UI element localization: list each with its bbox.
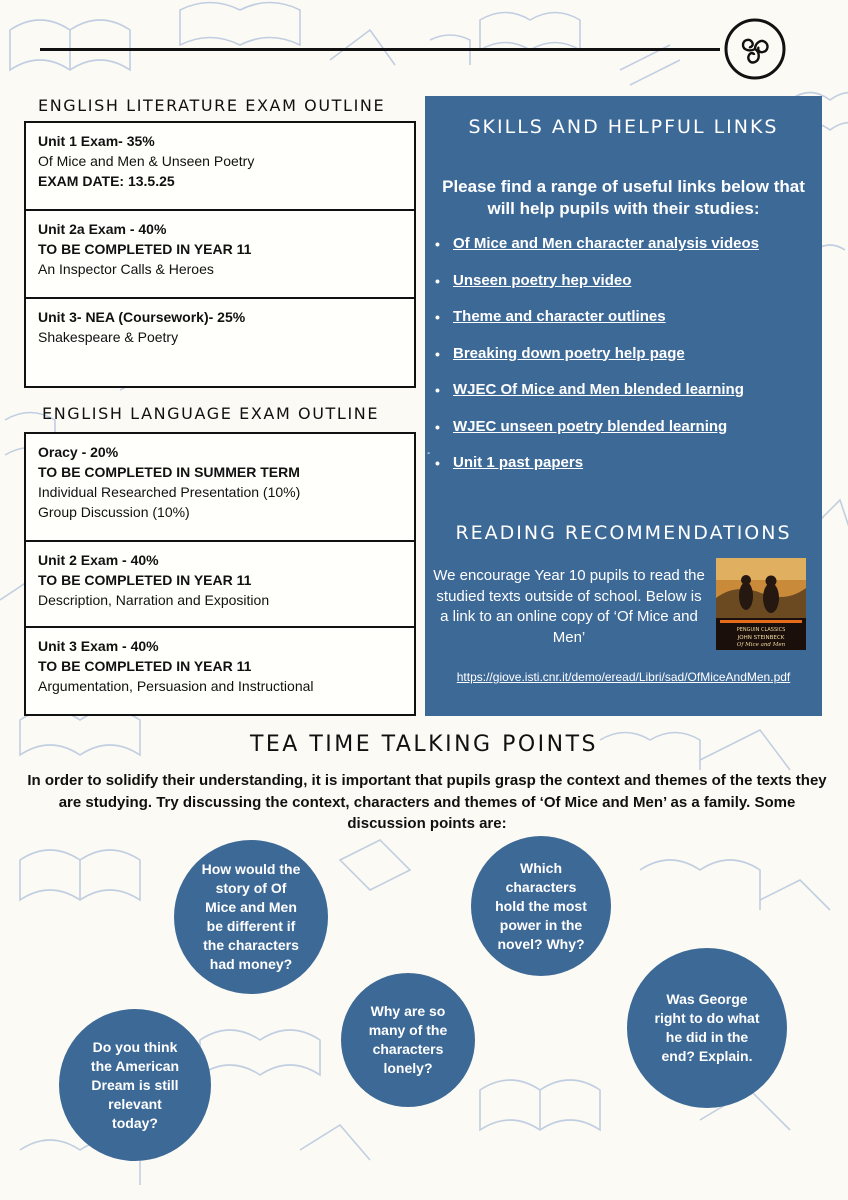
bullet-icon: • [435,309,440,325]
link-wjec-unseen-poetry[interactable]: WJEC unseen poetry blended learning [453,417,728,435]
list-item [435,453,759,490]
link-poetry-help-page[interactable]: Breaking down poetry help page [453,344,685,362]
unit-emphasis: TO BE COMPLETED IN SUMMER TERM [38,464,300,480]
literature-unit-2a [26,209,414,299]
tea-time-intro: In order to solidify their understanding, it is important that pupils grasp the context and themes of the texts they are studying. Try discussing the context, characters and themes of ‘Of Mice and Men’ as a family. Some discussion points are: [27,772,827,832]
unit-detail: Individual Researched Presentation (10%) [38,484,301,500]
unit-detail: An Inspector Calls & Heroes [38,261,214,277]
literature-heading: ENGLISH LITERATURE EXAM OUTLINE [38,96,386,115]
language-outline-box [24,432,416,716]
language-unit-2 [26,540,414,628]
language-unit-3 [26,626,414,714]
unit-emphasis: TO BE COMPLETED IN YEAR 11 [38,241,252,257]
skills-panel [425,96,822,716]
tea-time-heading: TEA TIME TALKING POINTS [249,732,599,757]
link-unit-1-past-papers[interactable]: Unit 1 past papers [453,454,584,471]
bullet-icon: • [435,236,440,252]
literature-outline-box [24,121,416,388]
language-unit-oracy [26,434,414,542]
link-wjec-mice-men[interactable]: WJEC Of Mice and Men blended learning [453,381,744,398]
skills-intro: Please find a range of useful links below that will help pupils with their studies: [442,177,805,218]
bullet-icon: • [435,345,440,362]
discussion-bubble-lonely [341,973,475,1107]
question-text: Was George right to do what he did in the end? Explain. [654,991,760,1064]
unit-title: Unit 3- NEA (Coursework)- 25% [38,309,246,325]
cover-title: Of Mice and Men [736,642,786,648]
helpful-links-list [435,234,759,490]
unit-detail: Of Mice and Men & Unseen Poetry [38,153,255,169]
unit-exam-date: EXAM DATE: 13.5.25 [38,173,175,189]
link-character-analysis-videos[interactable]: Of Mice and Men character analysis videos [453,235,759,252]
link-unseen-poetry-video[interactable]: Unseen poetry hep video [453,271,632,289]
bullet-icon: • [435,418,440,435]
discussion-bubble-money [174,840,328,994]
reading-heading: READING RECOMMENDATIONS [455,522,792,544]
question-text: Which characters hold the most power in the novel? Why? [495,859,587,952]
bullet-icon: • [435,455,440,471]
reading-text: We encourage Year 10 pupils to read the studied texts outside of school. Below is a link to an online copy of ‘Of Mice and Men’ [433,567,705,646]
book-cover-image [716,558,806,650]
unit-title: Oracy - 20% [38,444,119,460]
discussion-bubble-power [471,836,611,976]
unit-title: Unit 1 Exam- 35% [38,133,155,149]
literature-unit-1 [26,123,414,211]
unit-emphasis: TO BE COMPLETED IN YEAR 11 [38,572,252,588]
question-text: Why are so many of the characters lonely? [368,1003,448,1076]
list-item [435,307,759,344]
language-heading: ENGLISH LANGUAGE EXAM OUTLINE [42,404,380,423]
skills-heading: SKILLS AND HELPFUL LINKS [468,116,779,138]
list-item [435,344,759,381]
question-text: Do you think the American Dream is still relevant today? [90,1038,180,1131]
discussion-bubble-george [627,948,787,1108]
unit-detail-2: Group Discussion (10%) [38,504,190,520]
unit-title: Unit 2a Exam - 40% [38,221,167,237]
discussion-bubble-american-dream [59,1009,211,1161]
cover-series: PENGUIN CLASSICS [736,627,786,633]
list-item [435,234,759,271]
literature-unit-3 [26,297,414,386]
bullet-icon: • [435,382,440,398]
stray-dash: - [427,448,431,459]
list-item [435,271,759,308]
cover-author: JOHN STEINBECK [737,635,785,641]
of-mice-and-men-pdf-link[interactable]: https://giove.isti.cnr.it/demo/eread/Libri/sad/OfMiceAndMen.pdf [456,670,791,684]
unit-title: Unit 2 Exam - 40% [38,552,159,568]
unit-title: Unit 3 Exam - 40% [38,638,159,654]
question-text: How would the story of Of Mice and Men be different if the characters had money? [201,861,301,972]
bullet-icon: • [435,272,440,289]
book-cover-illustration [716,558,806,650]
top-rule [40,48,720,51]
triskele-logo-icon [724,18,786,80]
unit-emphasis: TO BE COMPLETED IN YEAR 11 [38,658,252,674]
link-theme-character-outlines[interactable]: Theme and character outlines [453,308,666,325]
unit-detail: Description, Narration and Exposition [38,592,270,608]
unit-detail: Argumentation, Persuasion and Instructional [38,678,314,694]
unit-detail: Shakespeare & Poetry [38,329,179,345]
list-item [435,417,759,454]
list-item [435,380,759,417]
